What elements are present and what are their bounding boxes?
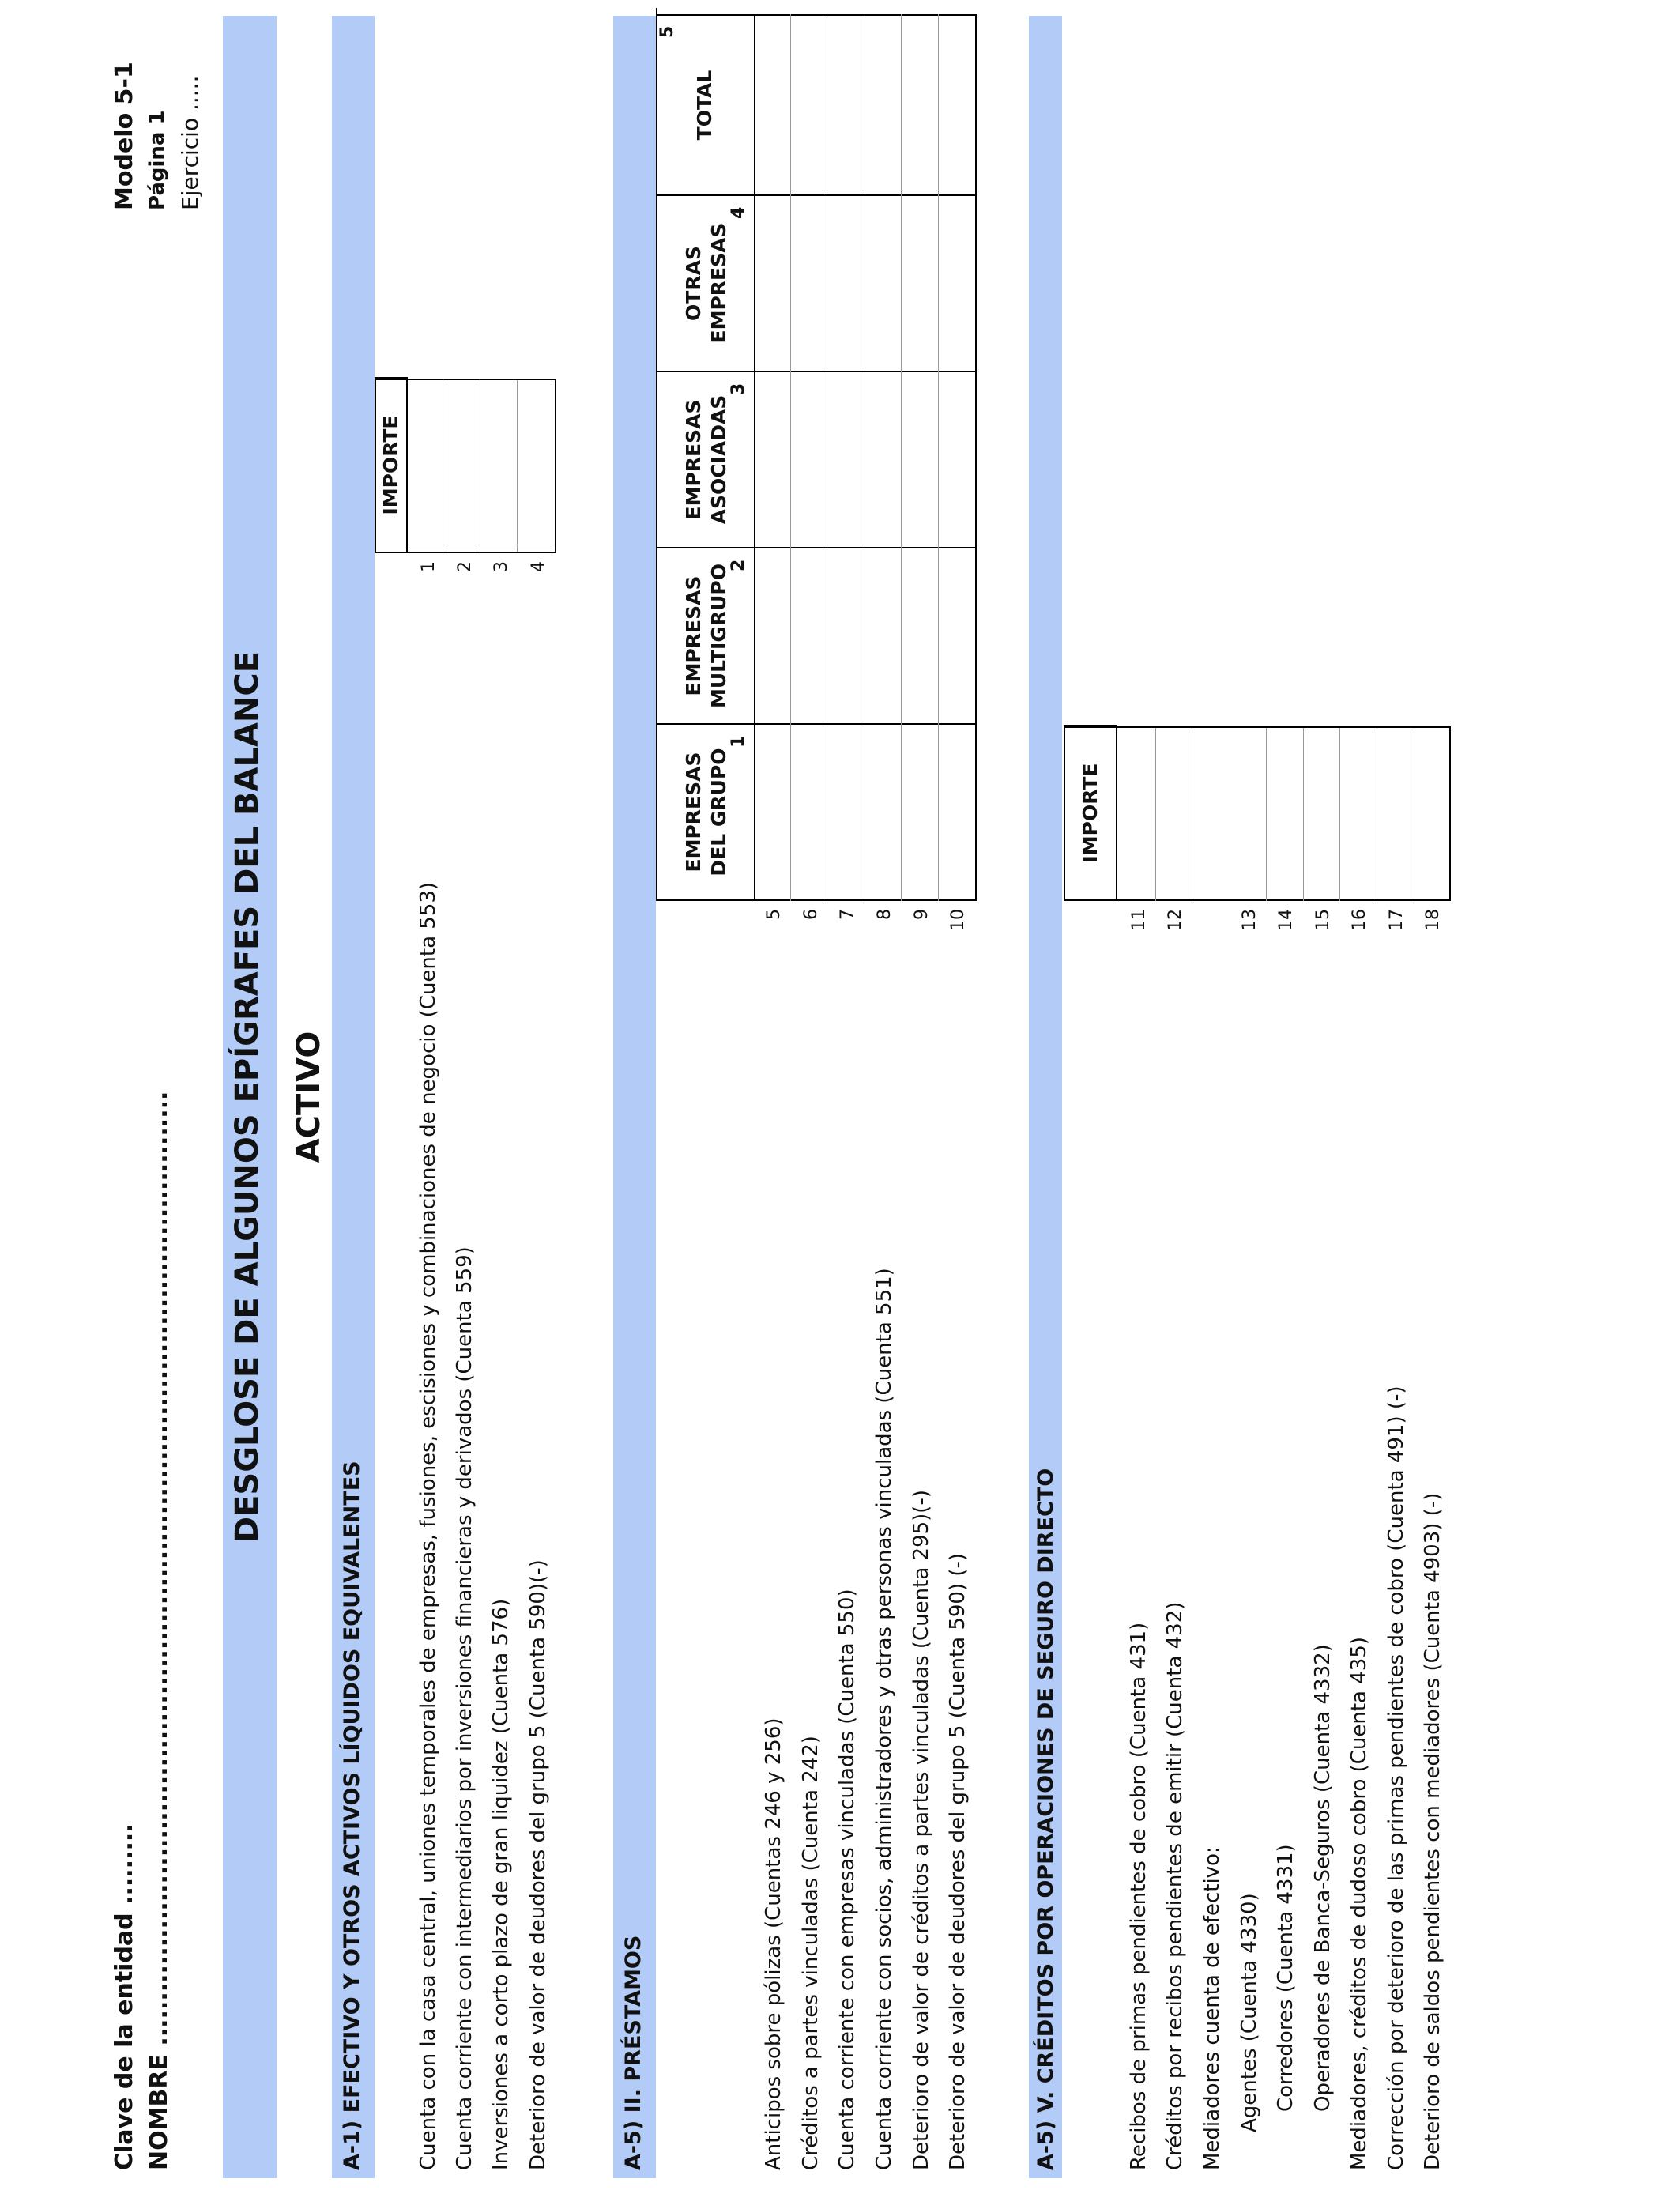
s2-row-num: 10: [948, 909, 968, 931]
s1-row-num: 4: [529, 561, 548, 572]
s3-line: [1303, 728, 1304, 901]
ejercicio-label: Ejercicio .....: [177, 75, 203, 210]
importe-header-label: IMPORTE: [379, 415, 402, 515]
s2-row-num: 7: [838, 909, 857, 920]
s3-row-label: Deterioro de saldos pendientes con mediadores (Cuenta 4903) (-): [1421, 1492, 1445, 2170]
s3-row-num: 17: [1387, 909, 1407, 931]
s3-vline: [1064, 899, 1449, 901]
page-title: DESGLOSE DE ALGUNOS EPÍGRAFES DEL BALANCE: [229, 650, 266, 1544]
s3-row-label: Agentes (Cuenta 4330): [1237, 1893, 1261, 2132]
s3-line: [1339, 728, 1340, 901]
col-num: 3: [729, 383, 748, 395]
s2-line: [790, 14, 791, 901]
s2-row-num: 5: [764, 909, 784, 920]
s3-row-label: Operadores de Banca-Seguros (Cuenta 4332): [1311, 1644, 1335, 2112]
importe-header-label: IMPORTE: [1079, 763, 1102, 863]
nombre-entidad: NOMBRE ..........................................................................................................: [145, 1091, 173, 2170]
s1-row-label: Cuenta corriente con intermediarios por inversiones financieras y derivados (Cuenta 559): [453, 1246, 477, 2170]
s2-line: [938, 14, 939, 901]
s3-row-num: 15: [1313, 909, 1333, 931]
s2-line-bottom: [975, 14, 977, 901]
s2-row-label: Cuenta corriente con socios, administradores y otras personas vinculadas (Cuenta 551): [872, 1268, 896, 2170]
s1-row-label: Deterioro de valor de deudores del grupo 5 (Cuenta 590)(-): [526, 1559, 550, 2170]
s3-row-label: Recibos de primas pendientes de cobro (Cuenta 431): [1127, 1622, 1151, 2170]
s2-row-num: 9: [912, 909, 932, 920]
s2-row-label: Deterioro de valor de créditos a partes vinculadas (Cuenta 295)(-): [910, 1490, 933, 2170]
col-header-grupo: EMPRESAS DEL GRUPO: [682, 748, 730, 876]
s1-row-num: 1: [419, 561, 439, 572]
s3-line-bottom: [1449, 726, 1451, 901]
section1-heading: A-1) EFECTIVO Y OTROS ACTIVOS LÍQUIDOS EQUIVALENTES: [340, 1461, 364, 2170]
s1-row-num: 2: [455, 561, 475, 572]
section3-heading: A-5) V. CRÉDITOS POR OPERACIONES DE SEGURO DIRECTO: [1034, 1468, 1058, 2170]
s2-row-label: Créditos a partes vinculadas (Cuenta 242): [799, 1736, 823, 2170]
section3-importe-header: [1064, 725, 1117, 901]
s3-row-label: Mediadores cuenta de efectivo:: [1200, 1846, 1224, 2170]
s3-line: [1266, 728, 1267, 901]
col-num: 4: [729, 206, 748, 219]
s2-row-num: 6: [801, 909, 821, 920]
s2-row-num: 8: [875, 909, 895, 920]
pagina-label: Página 1: [145, 110, 169, 210]
clave-entidad: Clave de la entidad .........: [111, 1823, 138, 2170]
s1-row-label: Cuenta con la casa central, uniones temporales de empresas, fusiones, escisiones y combinaciones de negocio (Cuenta 553): [416, 881, 440, 2170]
section2-heading: A-5) II. PRÉSTAMOS: [621, 1935, 646, 2170]
s3-row-label: Corrección por deterioro de las primas pendientes de cobro (Cuenta 491) (-): [1384, 1385, 1408, 2170]
s2-line: [901, 14, 902, 901]
section1-importe-header: [375, 377, 408, 553]
s3-line: [1155, 728, 1156, 901]
s1-line: [517, 380, 518, 553]
s3-row-num: 13: [1240, 909, 1260, 931]
s1-vline: [375, 379, 555, 380]
s2-row-label: Deterioro de valor de deudores del grupo 5 (Cuenta 590) (-): [946, 1552, 970, 2170]
s2-line-header-bottom: [754, 14, 755, 901]
s1-line-bottom: [555, 379, 556, 553]
s1-row-num: 3: [492, 561, 511, 572]
s1-line-top: [406, 380, 408, 553]
col-num: 1: [729, 735, 748, 748]
col-num: 2: [729, 559, 748, 571]
col-header-total: TOTAL: [693, 70, 716, 141]
s3-row-num: 14: [1276, 909, 1296, 931]
s3-row-num: 18: [1423, 909, 1443, 931]
col-header-multigrupo: EMPRESAS MULTIGRUPO: [682, 564, 730, 708]
s2-vline: [656, 899, 977, 901]
s3-row-label: Mediadores, créditos de dudoso cobro (Cuenta 435): [1347, 1636, 1371, 2170]
col-header-otras: OTRAS EMPRESAS: [682, 223, 730, 344]
col-header-asociadas: EMPRESAS ASOCIADAS: [682, 394, 730, 525]
s1-row-label: Inversiones a corto plazo de gran liquidez (Cuenta 576): [489, 1598, 513, 2170]
s3-row-label: Créditos por recibos pendientes de emitir (Cuenta 432): [1163, 1601, 1187, 2170]
s3-vline: [1064, 726, 1449, 728]
s3-row-num: 12: [1166, 909, 1185, 931]
page-subtitle: ACTIVO: [291, 1031, 327, 1163]
col-num: 5: [657, 25, 677, 38]
s2-row-label: Cuenta corriente con empresas vinculadas (Cuenta 550): [835, 1589, 859, 2170]
s1-vline: [375, 552, 555, 553]
s3-row-label: Corredores (Cuenta 4331): [1274, 1844, 1298, 2112]
section2-band: [613, 16, 656, 2178]
s3-row-num: 11: [1129, 909, 1149, 931]
modelo-label: Modelo 5-1: [111, 62, 138, 210]
s3-row-num: 16: [1350, 909, 1369, 931]
s2-row-label: Anticipos sobre pólizas (Cuentas 246 y 256): [762, 1717, 785, 2170]
